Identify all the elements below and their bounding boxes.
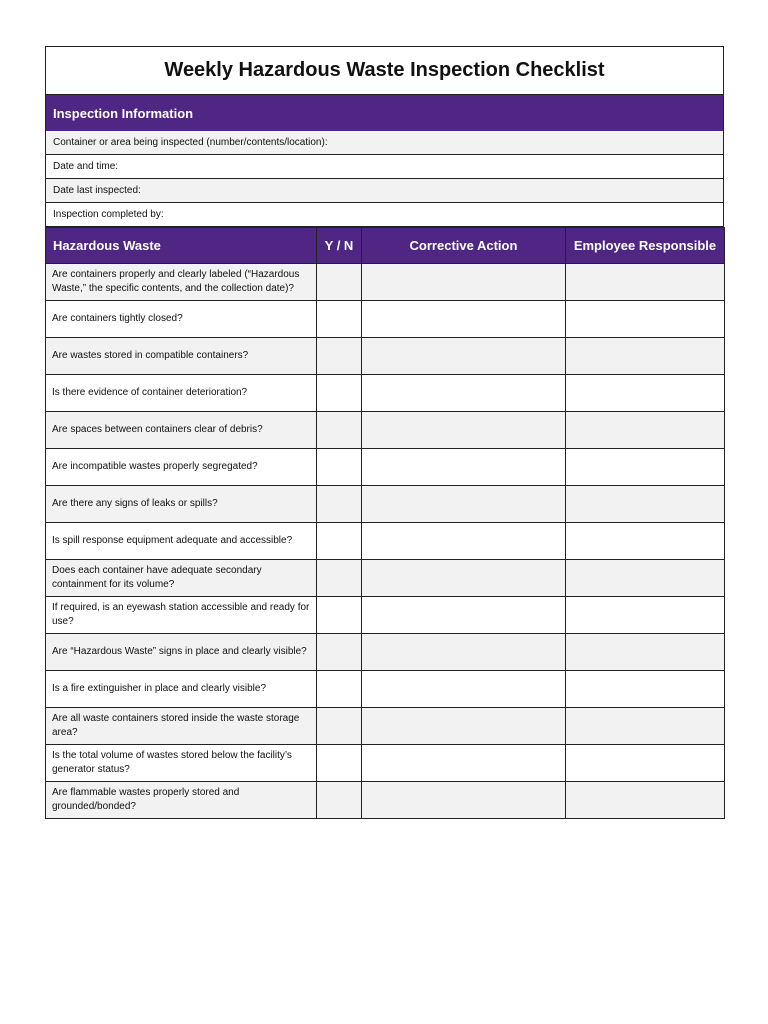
employee-responsible-cell[interactable]: [566, 301, 725, 338]
checklist-question: Are containers tightly closed?: [46, 301, 317, 338]
employee-responsible-cell[interactable]: [566, 597, 725, 634]
checklist-body: [46, 264, 725, 819]
info-row-container: Container or area being inspected (number/contents/location):: [45, 131, 724, 155]
yes-no-cell[interactable]: [317, 634, 362, 671]
yes-no-cell[interactable]: [317, 486, 362, 523]
yes-no-cell[interactable]: [317, 375, 362, 412]
checklist-question: Are flammable wastes properly stored and grounded/bonded?: [46, 782, 317, 819]
info-row-date-time: Date and time:: [45, 155, 724, 179]
yes-no-cell[interactable]: [317, 708, 362, 745]
checklist-row: [46, 560, 725, 597]
yes-no-cell[interactable]: [317, 782, 362, 819]
yes-no-cell[interactable]: [317, 523, 362, 560]
checklist-question: Is the total volume of wastes stored below the facility’s generator status?: [46, 745, 317, 782]
employee-responsible-cell[interactable]: [566, 375, 725, 412]
employee-responsible-cell[interactable]: [566, 264, 725, 301]
employee-responsible-cell[interactable]: [566, 782, 725, 819]
checklist-row: [46, 338, 725, 375]
employee-responsible-cell[interactable]: [566, 708, 725, 745]
checklist-question: If required, is an eyewash station accessible and ready for use?: [46, 597, 317, 634]
header-hazardous-waste: Hazardous Waste: [46, 228, 317, 264]
employee-responsible-cell[interactable]: [566, 412, 725, 449]
checklist-header-row: [46, 228, 725, 264]
info-row-date-last-inspected: Date last inspected:: [45, 179, 724, 203]
checklist-row: [46, 412, 725, 449]
checklist-row: [46, 375, 725, 412]
corrective-action-cell[interactable]: [362, 708, 566, 745]
corrective-action-cell[interactable]: [362, 597, 566, 634]
checklist-question: Are wastes stored in compatible containers?: [46, 338, 317, 375]
checklist-row: [46, 486, 725, 523]
yes-no-cell[interactable]: [317, 338, 362, 375]
header-employee-responsible: Employee Responsible: [566, 228, 725, 264]
employee-responsible-cell[interactable]: [566, 671, 725, 708]
checklist-question: Are all waste containers stored inside the waste storage area?: [46, 708, 317, 745]
employee-responsible-cell[interactable]: [566, 338, 725, 375]
yes-no-cell[interactable]: [317, 745, 362, 782]
corrective-action-cell[interactable]: [362, 486, 566, 523]
checklist-row: [46, 782, 725, 819]
corrective-action-cell[interactable]: [362, 560, 566, 597]
yes-no-cell[interactable]: [317, 412, 362, 449]
checklist-row: [46, 708, 725, 745]
checklist-question: Is spill response equipment adequate and accessible?: [46, 523, 317, 560]
corrective-action-cell[interactable]: [362, 375, 566, 412]
corrective-action-cell[interactable]: [362, 671, 566, 708]
checklist-question: Are spaces between containers clear of debris?: [46, 412, 317, 449]
checklist-question: Are containers properly and clearly labeled (“Hazardous Waste,” the specific contents, and the collection date)?: [46, 264, 317, 301]
checklist-row: [46, 449, 725, 486]
yes-no-cell[interactable]: [317, 449, 362, 486]
checklist-row: [46, 301, 725, 338]
corrective-action-cell[interactable]: [362, 264, 566, 301]
inspection-info-heading: Inspection Information: [45, 95, 724, 131]
checklist-row: [46, 597, 725, 634]
employee-responsible-cell[interactable]: [566, 523, 725, 560]
corrective-action-cell[interactable]: [362, 338, 566, 375]
checklist-question: Is there evidence of container deterioration?: [46, 375, 317, 412]
yes-no-cell[interactable]: [317, 671, 362, 708]
employee-responsible-cell[interactable]: [566, 486, 725, 523]
employee-responsible-cell[interactable]: [566, 449, 725, 486]
checklist-question: Are there any signs of leaks or spills?: [46, 486, 317, 523]
checklist-question: Are incompatible wastes properly segregated?: [46, 449, 317, 486]
checklist-row: [46, 671, 725, 708]
page-title: Weekly Hazardous Waste Inspection Checklist: [45, 46, 724, 95]
header-yes-no: Y / N: [317, 228, 362, 264]
corrective-action-cell[interactable]: [362, 745, 566, 782]
corrective-action-cell[interactable]: [362, 412, 566, 449]
corrective-action-cell[interactable]: [362, 301, 566, 338]
checklist-row: [46, 264, 725, 301]
checklist-sheet: [45, 46, 724, 819]
corrective-action-cell[interactable]: [362, 449, 566, 486]
checklist-row: [46, 634, 725, 671]
checklist-row: [46, 745, 725, 782]
yes-no-cell[interactable]: [317, 264, 362, 301]
checklist-question: Are “Hazardous Waste” signs in place and clearly visible?: [46, 634, 317, 671]
checklist-question: Is a fire extinguisher in place and clearly visible?: [46, 671, 317, 708]
employee-responsible-cell[interactable]: [566, 560, 725, 597]
info-row-completed-by: Inspection completed by:: [45, 203, 724, 227]
checklist-question: Does each container have adequate secondary containment for its volume?: [46, 560, 317, 597]
employee-responsible-cell[interactable]: [566, 745, 725, 782]
employee-responsible-cell[interactable]: [566, 634, 725, 671]
checklist-row: [46, 523, 725, 560]
corrective-action-cell[interactable]: [362, 523, 566, 560]
yes-no-cell[interactable]: [317, 301, 362, 338]
header-corrective-action: Corrective Action: [362, 228, 566, 264]
checklist-table: [45, 227, 725, 819]
yes-no-cell[interactable]: [317, 597, 362, 634]
corrective-action-cell[interactable]: [362, 634, 566, 671]
corrective-action-cell[interactable]: [362, 782, 566, 819]
yes-no-cell[interactable]: [317, 560, 362, 597]
